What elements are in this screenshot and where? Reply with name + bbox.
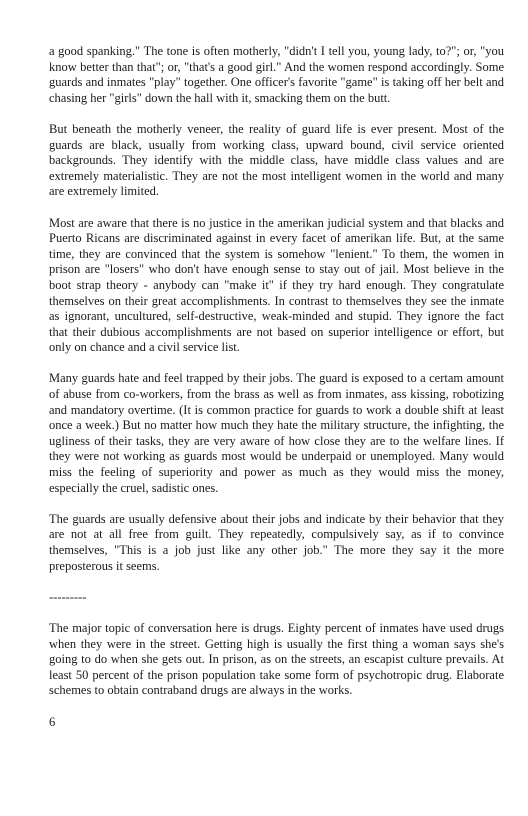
page-number: 6: [49, 714, 56, 729]
paragraph: Many guards hate and feel trapped by their jobs. The guard is exposed to a certam amount of abuse from co-workers, from the brass as well as from inmates, ass kissing, robotizing and mandatory overtime. (It is common practice for guards to work a double shift at least once a week.) But no matter how much they hate the military structure, the infighting, the ugliness of their tasks, they are very aware of how close they are to the welfare lines. If they were not working as guards most would be underpaid or unemployed. Many would miss the feeling of superiority and power as much as they would miss the money, especially the cruel, sadistic ones.: [49, 371, 504, 495]
document-page: [49, 44, 504, 730]
paragraph: a good spanking." The tone is often motherly, "didn't I tell you, young lady, to?"; or, "you know better than that"; or, "that's a good girl." And the women respond accordingly. Some guards and inmates "play" together. One officer's favorite "game" is taking off her belt and chasing her "girls" down the hall with it, smacking them on the butt.: [49, 44, 504, 105]
section-separator: ---------: [49, 589, 87, 604]
paragraph: The major topic of conversation here is drugs. Eighty percent of inmates have used drugs when they were in the street. Getting high is usually the first thing a woman says she's going to do when she gets out. In prison, as on the streets, an escapist culture prevails. At least 50 percent of the prison population take some form of psychotropic drug. Elaborate schemes to obtain contraband drugs are always in the works.: [49, 620, 504, 698]
paragraph: Most are aware that there is no justice in the amerikan judicial system and that blacks and Puerto Ricans are discriminated against in every facet of amerikan life. But, at the same time, they are convinced that the system is somehow "lenient." To them, the women in prison are "losers" who don't have enough sense to stay out of jail. Most believe in the boot strap theory - anybody can "make it" if they try hard enough. They congratulate themselves on their great accomplishments. In contrast to themselves they see the inmate as ignorant, uncultured, self-destructive, weak-minded and stupid. They ignore the fact that their dubious accomplishments are not based on superior intelligence or effort, but only on chance and a civil service list.: [49, 215, 504, 355]
paragraph: The guards are usually defensive about their jobs and indicate by their behavior that they are not at all free from guilt. They repeatedly, compulsively say, as if to convince themselves, "This is a job just like any other job." The more they say it the more preposterous it seems.: [49, 511, 504, 573]
paragraph: But beneath the motherly veneer, the reality of guard life is ever present. Most of the guards are black, usually from working class, upward bound, civil service oriented backgrounds. They identify with the middle class, have middle class values and are extremely materialistic. They are not the most intelligent women in the world and many are extremely limited.: [49, 121, 504, 199]
